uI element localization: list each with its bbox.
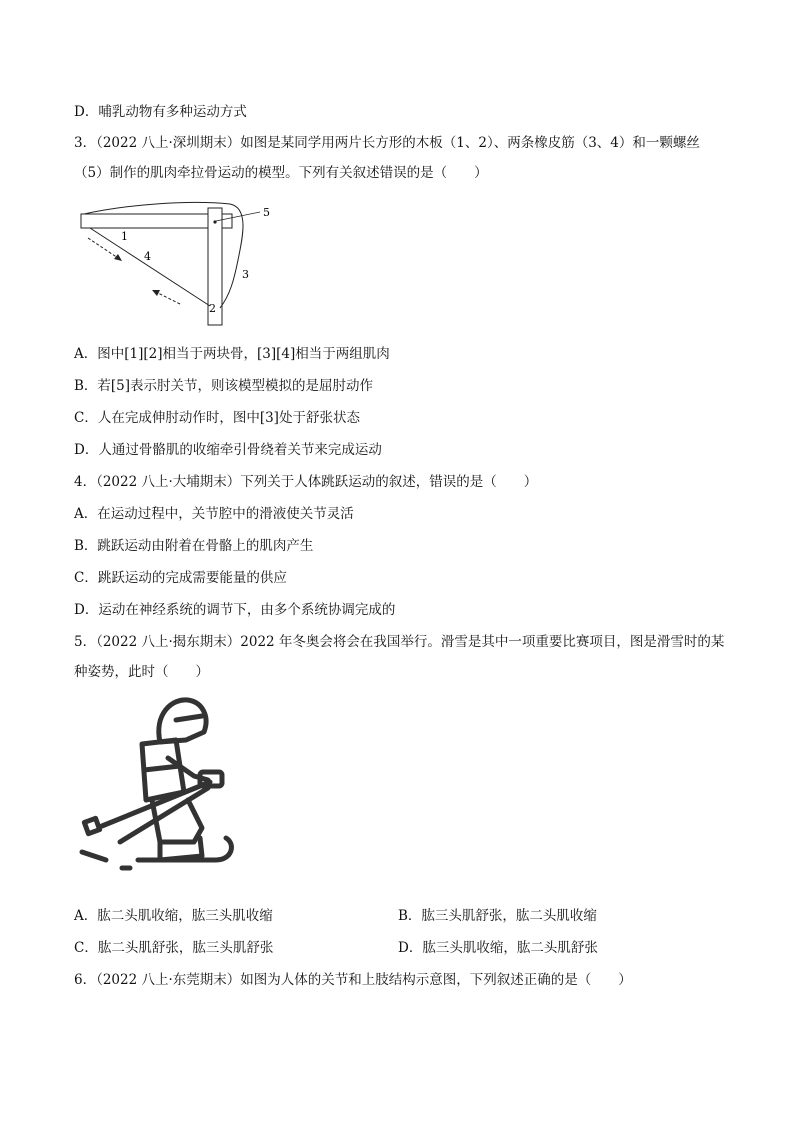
q6-stem: 6．（2022 八上·东莞期末）如图为人体的关节和上肢结构示意图，下列叙述正确的是（ ）	[74, 972, 632, 988]
label-2: 2	[209, 302, 216, 315]
arrow-down-head	[114, 254, 122, 261]
q4-option-a: A．在运动过程中，关节腔中的滑液使关节灵活	[74, 506, 354, 522]
q3-stem-line1: 3．（2022 八上·深圳期末）如图是某同学用两片长方形的木板（1、2）、两条橡皮筋（3、4）和一颗螺丝	[74, 135, 700, 151]
q5-option-d: D．肱三头肌收缩，肱二头肌舒张	[398, 940, 598, 956]
q3-stem-line2: （5）制作的肌肉牵拉骨运动的模型。下列有关叙述错误的是（ ）	[74, 165, 488, 181]
q3-option-c: C．人在完成伸肘动作时，图中[3]处于舒张状态	[74, 410, 360, 426]
q3-option-b: B．若[5]表示肘关节，则该模型模拟的是屈肘动作	[74, 378, 374, 394]
q3-option-d: D．人通过骨骼肌的收缩牵引骨绕着关节来完成运动	[74, 442, 382, 458]
q4-stem: 4．（2022 八上·大埔期末）下列关于人体跳跃运动的叙述，错误的是（ ）	[74, 474, 538, 490]
label-4: 4	[144, 250, 151, 263]
rubber-band-4	[90, 228, 210, 306]
q5-stem-line1: 5．（2022 八上·揭东期末）2022 年冬奥会将会在我国举行。滑雪是其中一项重要比赛项目，图是滑雪时的某	[74, 634, 725, 650]
q5-option-a: A．肱二头肌收缩，肱三头肌收缩	[74, 908, 273, 924]
skier-goggles	[176, 716, 202, 720]
q5-option-b: B．肱三头肌舒张，肱二头肌收缩	[398, 908, 597, 924]
label-5: 5	[263, 206, 270, 219]
q4-option-c: C．跳跃运动的完成需要能量的供应	[74, 570, 287, 586]
label-3: 3	[242, 268, 249, 281]
q4-option-b: B．跳跃运动由附着在骨骼上的肌肉产生	[74, 538, 314, 554]
ski-pole-basket	[84, 818, 99, 833]
q3-option-a: A．图中[1][2]相当于两块骨，[3][4]相当于两组肌肉	[74, 346, 390, 362]
arrow-up-head	[152, 290, 160, 296]
prev-option-d: D．哺乳动物有多种运动方式	[74, 104, 247, 120]
snow-spray-1	[82, 852, 106, 860]
q5-option-c: C．肱二头肌舒张，肱三头肌舒张	[74, 940, 274, 956]
q4-option-d: D．运动在神经系统的调节下，由多个系统协调完成的	[74, 602, 396, 618]
label-1: 1	[121, 230, 128, 243]
skier-figure	[76, 692, 242, 872]
q5-stem-line2: 种姿势，此时（ ）	[74, 664, 209, 680]
arrow-up-dashed	[156, 292, 180, 304]
arrow-down-dashed	[88, 238, 118, 258]
skier-jacket-line	[144, 766, 180, 770]
muscle-bone-model-figure	[70, 200, 280, 330]
